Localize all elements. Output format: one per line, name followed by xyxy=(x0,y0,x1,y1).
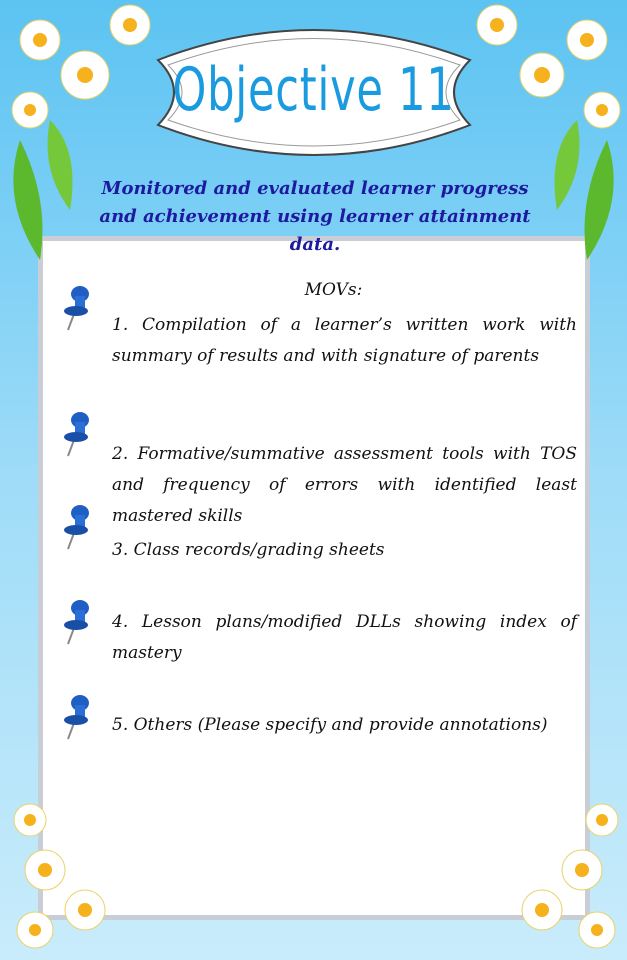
flower-decoration-icon xyxy=(0,0,170,270)
pushpin-icon xyxy=(62,503,96,551)
pushpin-icon xyxy=(62,284,96,332)
movs-label: MOVs: xyxy=(304,280,363,300)
list-item: 5. Others (Please specify and provide annotations) xyxy=(112,715,548,735)
pushpin-icon xyxy=(62,693,96,741)
list-item: 4. Lesson plans/modified DLLs showing index of mastery xyxy=(112,612,577,663)
list-item: 1. Compilation of a learner’s written work with summary of results and with signature of parents xyxy=(112,315,577,366)
pushpin-icon xyxy=(62,598,96,646)
list-item: 3. Class records/grading sheets xyxy=(112,540,385,560)
flower-decoration-icon xyxy=(507,790,627,960)
list-item: 2. Formative/summative assessment tools with TOS and frequency of errors with identified least mastered skills xyxy=(112,444,577,526)
page-title: Objective 11 xyxy=(172,55,455,125)
subtitle: Monitored and evaluated learner progress and achievement using learner attainment data. xyxy=(99,178,531,255)
flower-decoration-icon xyxy=(457,0,627,270)
pushpin-icon xyxy=(62,410,96,458)
flower-decoration-icon xyxy=(0,790,120,960)
